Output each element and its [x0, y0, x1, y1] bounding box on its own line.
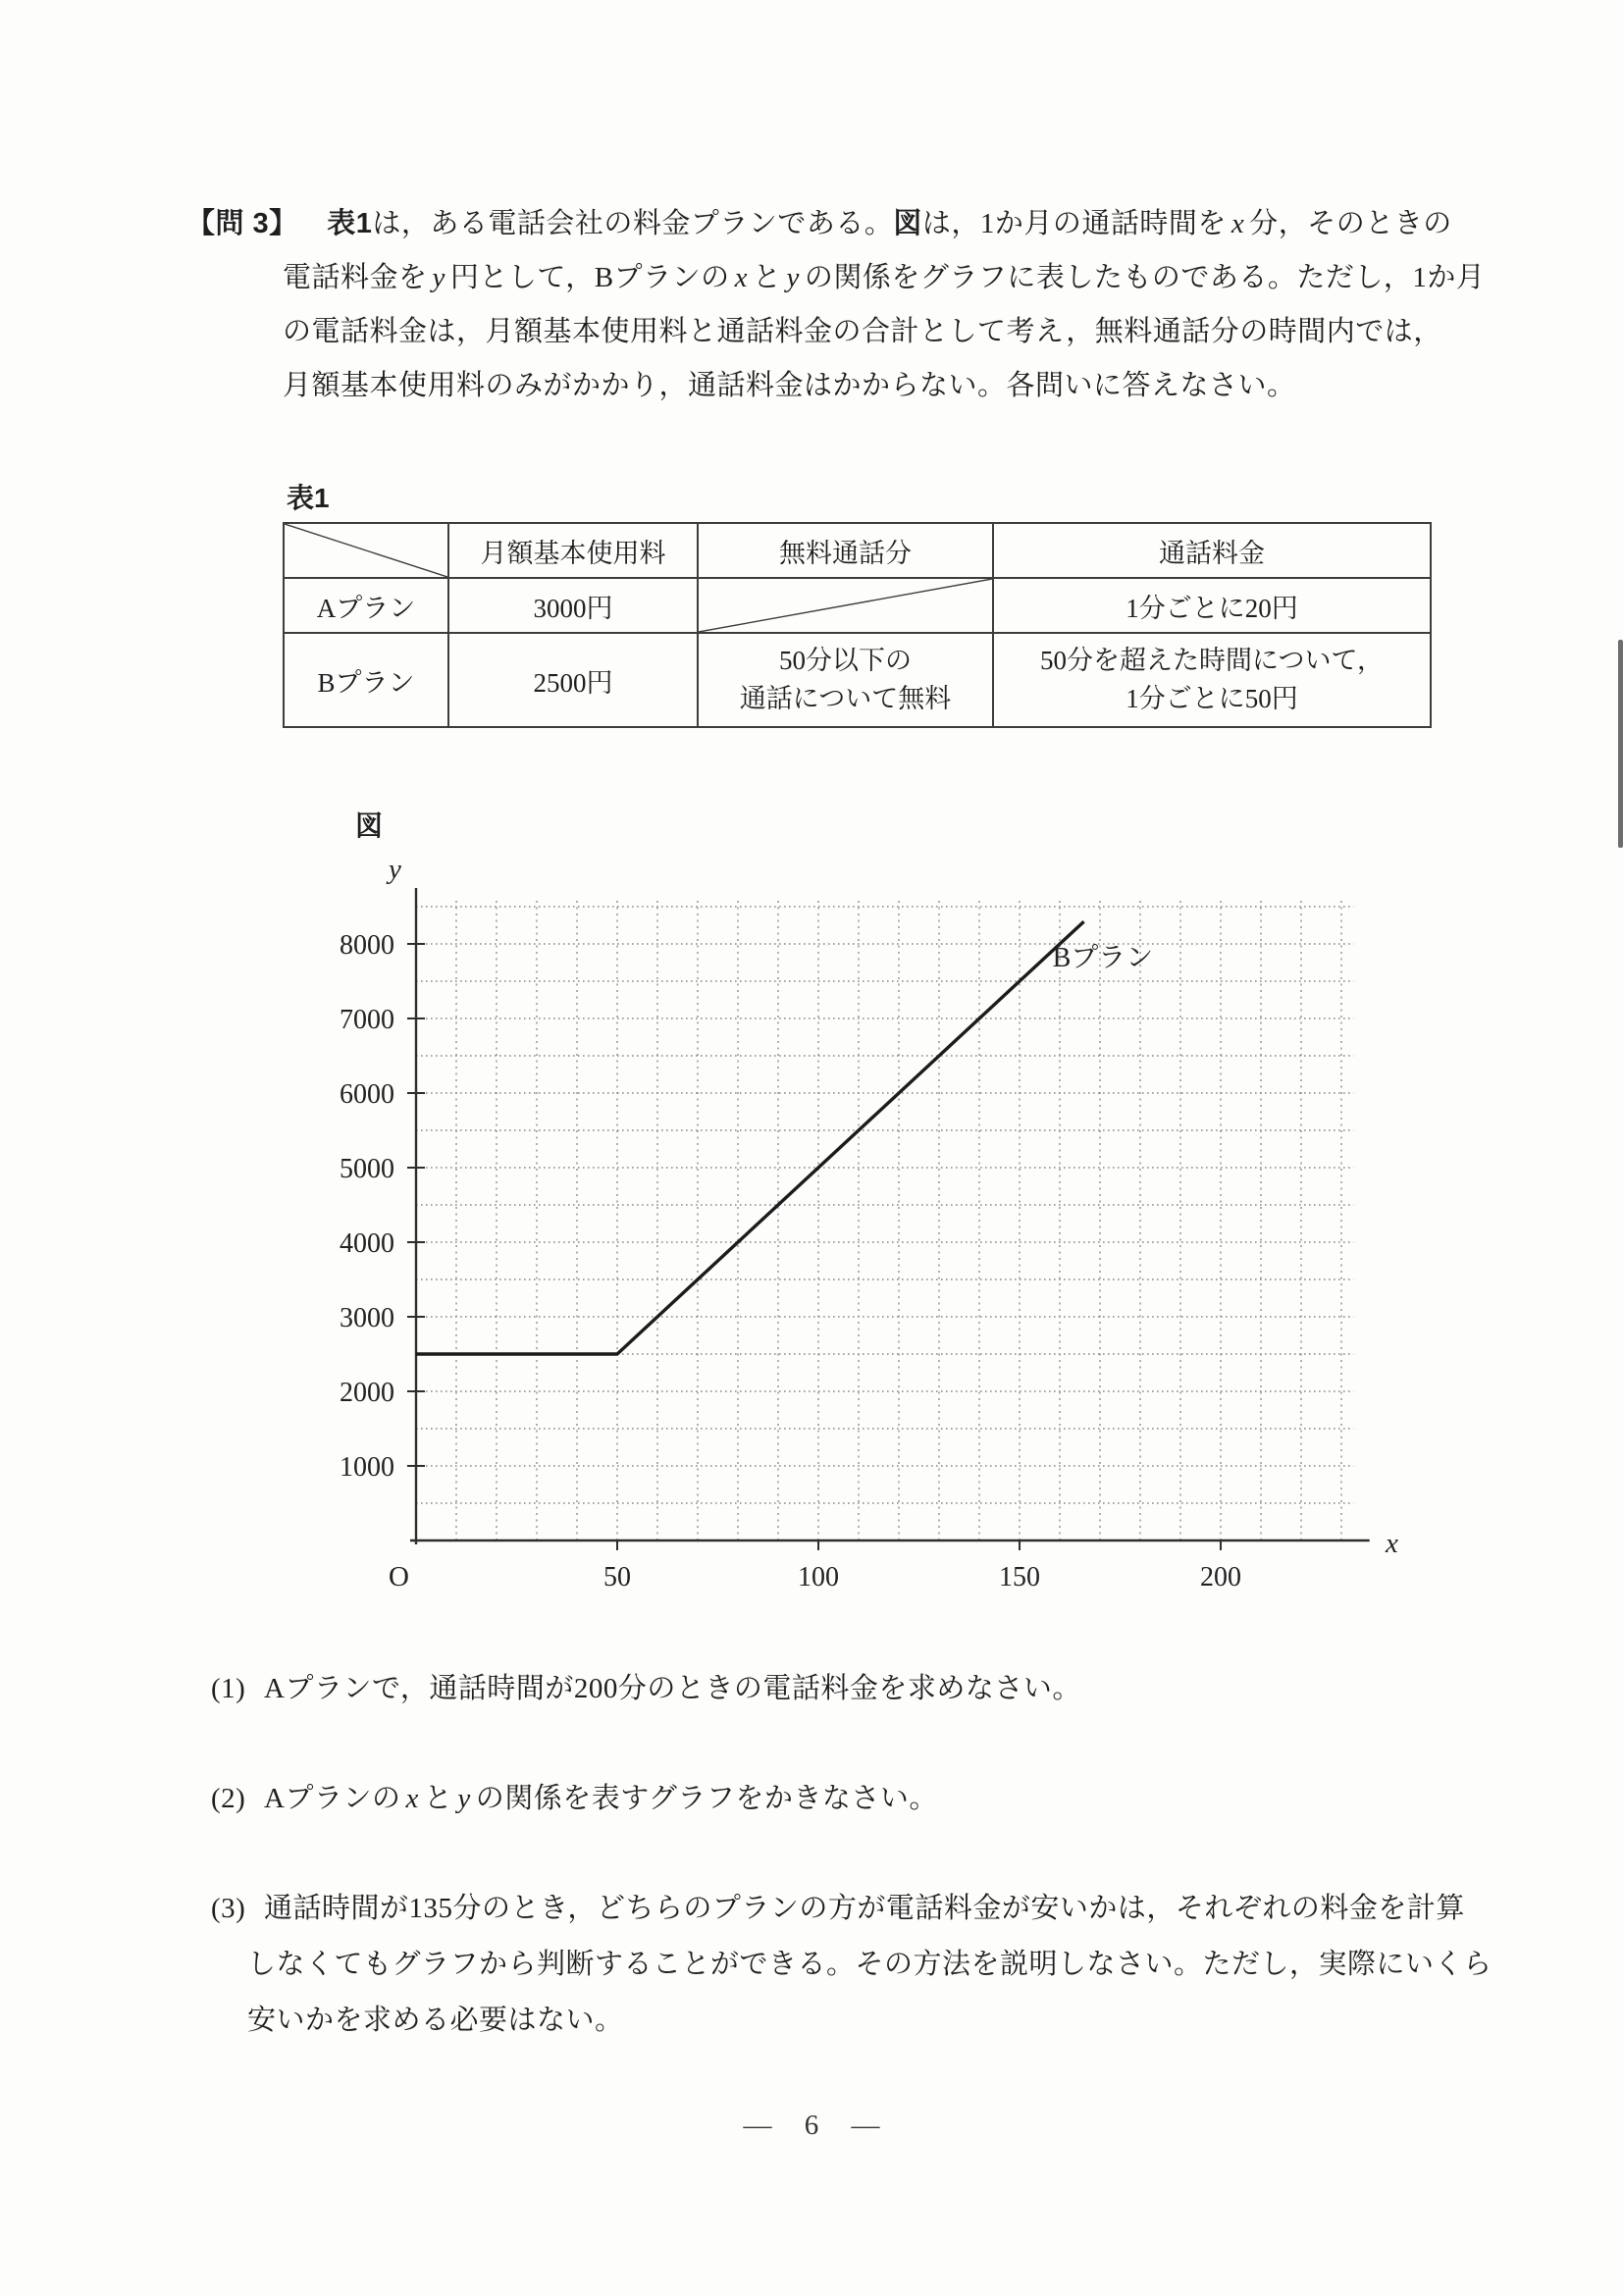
var-y: y: [457, 1783, 471, 1814]
table-header-row: [284, 523, 1431, 578]
table-caption: 表1: [287, 483, 330, 513]
plan-table: [283, 522, 1432, 728]
var-y: y: [432, 262, 445, 293]
statement-line-4: 月額基本使用料のみがかかり，通話料金はかからない。各問いに答えなさい。: [283, 370, 1296, 401]
y-tick-label: 7000: [340, 1005, 394, 1035]
grid: [416, 899, 1353, 1540]
y-tick-label: 6000: [340, 1079, 394, 1110]
y-tick-label: 4000: [340, 1228, 394, 1259]
plan-b-chart: [275, 834, 1423, 1599]
x-axis-label: x: [1386, 1528, 1398, 1559]
header-call-rate: 通話料金: [993, 523, 1431, 578]
question-2: (2) Aプランの x と y の関係を表すグラフをかきなさい。: [211, 1783, 938, 1814]
plan-b-name: Bプラン: [284, 633, 448, 727]
var-x: x: [734, 262, 749, 293]
table-row-plan-b: [284, 633, 1431, 727]
var-y: y: [786, 262, 800, 293]
header-free-minutes: 無料通話分: [698, 523, 993, 578]
x-tick-label: 100: [798, 1562, 839, 1592]
table-ref: 表1: [327, 208, 373, 239]
statement-line-3: の電話料金は，月額基本使用料と通話料金の合計として考え，無料通話分の時間内では，: [283, 316, 1442, 347]
tick-marks: [407, 944, 1221, 1550]
problem-tag: 【問 3】: [186, 208, 298, 239]
plan-a-name: Aプラン: [284, 578, 448, 633]
plan-b-line: [416, 921, 1084, 1354]
diagonal-line: [285, 524, 447, 577]
scan-artifact: [1618, 640, 1623, 848]
x-tick-label: 200: [1200, 1562, 1241, 1592]
statement-line-2: 電話料金を y 円として，Bプランの x と y の関係をグラフに表したものである。ただし，1か月: [283, 262, 1486, 293]
question-1: (1) Aプランで，通話時間が200分のときの電話料金を求めなさい。: [211, 1673, 1081, 1704]
header-corner-cell: [284, 523, 448, 578]
plan-a-base-fee: 3000円: [448, 578, 698, 633]
plan-a-call-rate: 1分ごとに20円: [993, 578, 1431, 633]
y-tick-label: 2000: [340, 1378, 394, 1408]
plan-b-line-label: Bプラン: [1052, 943, 1154, 974]
x-tick-label: 150: [999, 1562, 1040, 1592]
question-1-number: (1): [211, 1673, 246, 1704]
y-tick-label: 5000: [340, 1154, 394, 1184]
var-x: x: [405, 1783, 419, 1814]
y-axis-label: y: [389, 854, 401, 885]
origin-label: O: [389, 1561, 409, 1592]
header-base-fee: 月額基本使用料: [448, 523, 698, 578]
x-tick-label: 50: [603, 1562, 631, 1592]
page-number: — 6 —: [743, 2110, 880, 2141]
y-tick-label: 8000: [340, 930, 394, 961]
plan-b-base-fee: 2500円: [448, 633, 698, 727]
statement-line-1: 【問 3】 表1は，ある電話会社の料金プランである。図は，1か月の通話時間を x 分，そのときの: [186, 208, 1452, 239]
table-row-plan-a: [284, 578, 1431, 633]
question-2-number: (2): [211, 1783, 246, 1814]
figure-ref: 図: [893, 208, 922, 239]
question-3-number: (3): [211, 1893, 246, 1924]
figure-caption: 図: [355, 810, 384, 841]
y-tick-label: 3000: [340, 1303, 394, 1333]
exam-page: 【問 3】 表1は，ある電話会社の料金プランである。図は，1か月の通話時間を x 分，そのときの 電話料金を y 円として，Bプランの x と y の関係をグラフに表したものである。ただし，1か月 の電話料金は，月額基本使用料と通話料金の合計として考え，無料通話分の時間内では， 月額基本使用料のみがかかり，通話料金はかからない。各問いに答えなさい。 表1 月額基本使用料 無料通話分 通話料金 Aプラン 3000円 1分ごとに20円 Bプラン 2500円 50分以下の 通話について無料 50分を超えた時間について， 1分ごとに50円 図 50 100 150 200 1000 2000 3000 4000 5000 6000 7000 8000 x y O Bプラン (1) Aプランで，通話時間が200分のときの電話料金を求めなさい。 (2) Aプランの x と y の関係を表すグラフをかきなさい。 (3) 通話時間が135分のとき，どちらのプランの方が電話料金が安いかは，それぞれの料金を計算 しなくてもグラフから判断することができる。その方法を説明しなさい。ただし，実際にいくら 安いかを求める必要はない。 — 6 —: [0, 0, 1623, 2296]
y-tick-label: 1000: [340, 1452, 394, 1483]
plan-a-free-na-cell: [698, 578, 993, 633]
plan-b-call-rate: 50分を超えた時間について， 1分ごとに50円: [993, 633, 1431, 727]
axes: [410, 888, 1370, 1544]
diagonal-line: [699, 579, 992, 632]
var-x: x: [1230, 208, 1245, 239]
plan-b-free-minutes: 50分以下の 通話について無料: [698, 633, 993, 727]
chart-svg: [275, 834, 1423, 1599]
tick-labels: [340, 930, 1241, 1592]
